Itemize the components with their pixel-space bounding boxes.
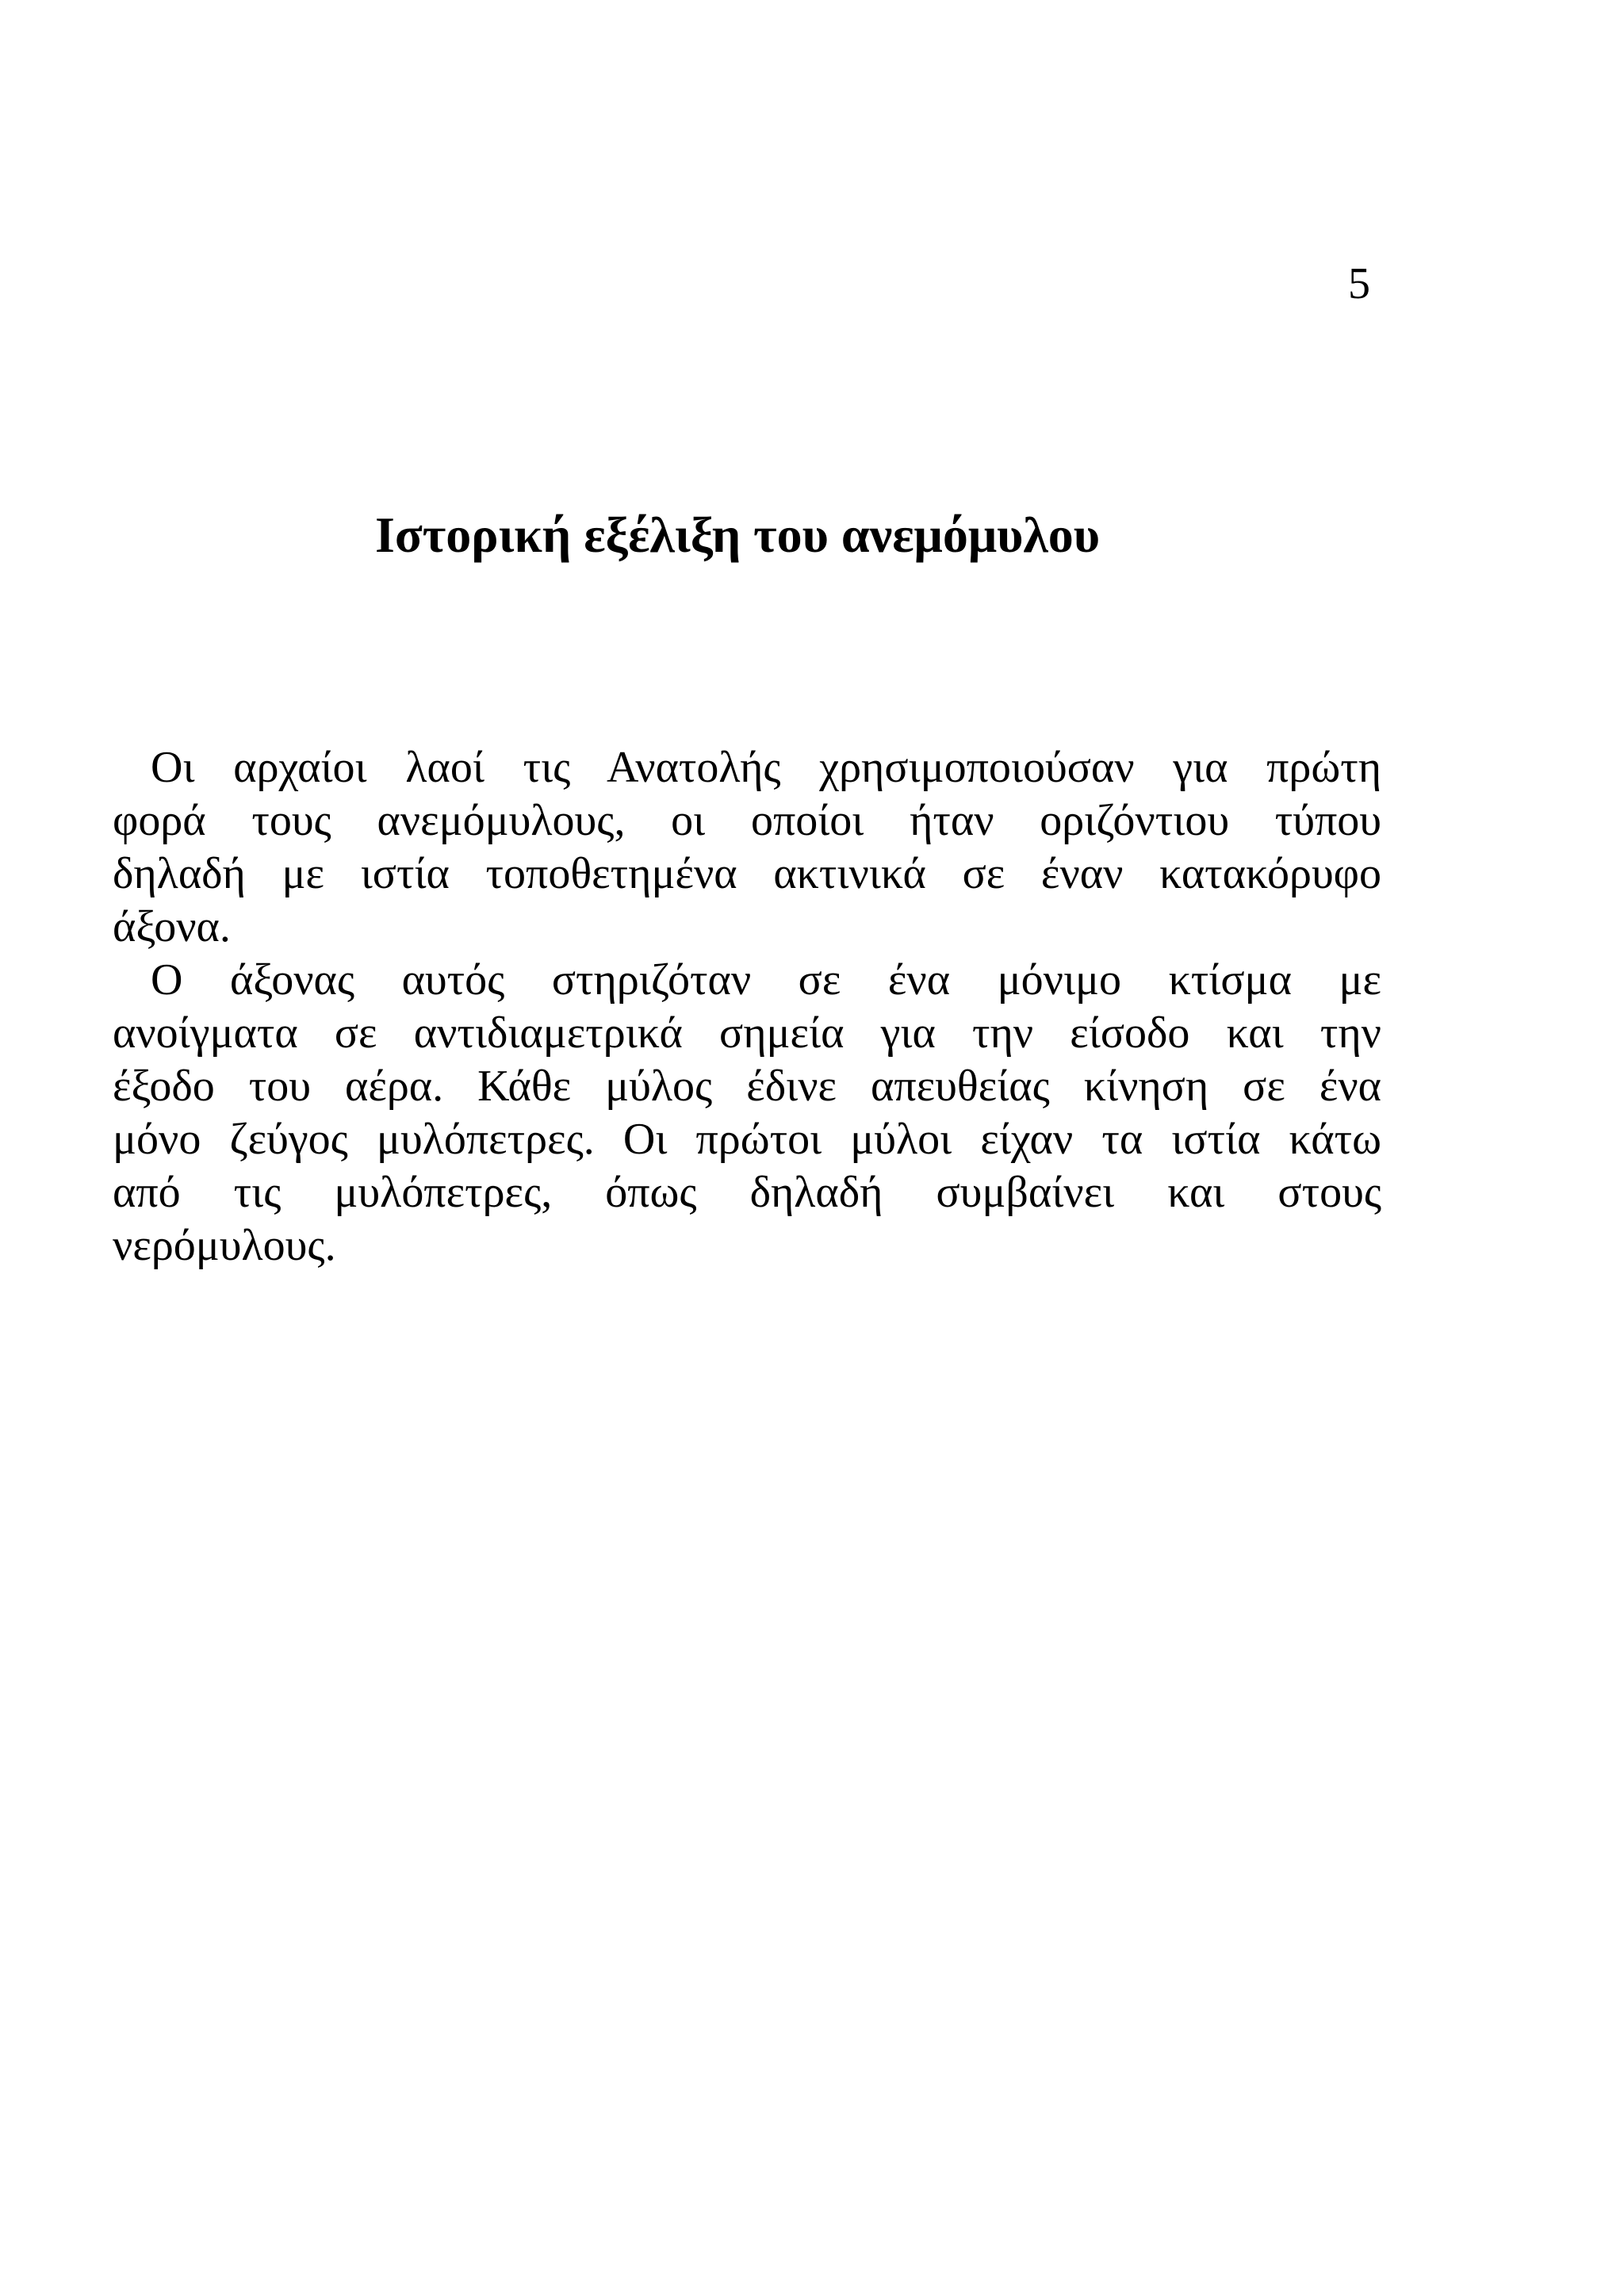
paragraph-line: ανοίγματα σε αντιδιαμετρικά σημεία για την είσοδο και την xyxy=(113,1008,1381,1058)
paragraph-line: έξοδο του αέρα. Κάθε μύλος έδινε απευθείας κίνηση σε ένα xyxy=(113,1062,1381,1111)
paragraph-1 xyxy=(113,741,1381,954)
body-text xyxy=(113,741,1381,1272)
paragraph-line: δηλαδή με ιστία τοποθετημένα ακτινικά σε έναν κατακόρυφο xyxy=(113,849,1381,898)
paragraph-line: φορά τους ανεμόμυλους, οι οποίοι ήταν οριζόντιου τύπου xyxy=(113,796,1381,845)
section-title: Ιστορική εξέλιξη του ανεμόμυλου xyxy=(375,507,1100,563)
paragraph-line: άξονα. xyxy=(113,902,231,951)
paragraph-line: μόνο ζεύγος μυλόπετρες. Οι πρώτοι μύλοι είχαν τα ιστία κάτω xyxy=(113,1115,1381,1164)
paragraph-line: Ο άξονας αυτός στηριζόταν σε ένα μόνιμο κτίσμα με xyxy=(151,955,1381,1004)
page-number: 5 xyxy=(1348,259,1370,308)
paragraph-line: Οι αρχαίοι λαοί τις Ανατολής χρησιμοποιούσαν για πρώτη xyxy=(151,743,1381,792)
paragraph-line: νερόμυλους. xyxy=(113,1221,336,1270)
paragraph-2 xyxy=(113,954,1381,1272)
paragraph-line: από τις μυλόπετρες, όπως δηλαδή συμβαίνει και στους xyxy=(113,1168,1381,1217)
